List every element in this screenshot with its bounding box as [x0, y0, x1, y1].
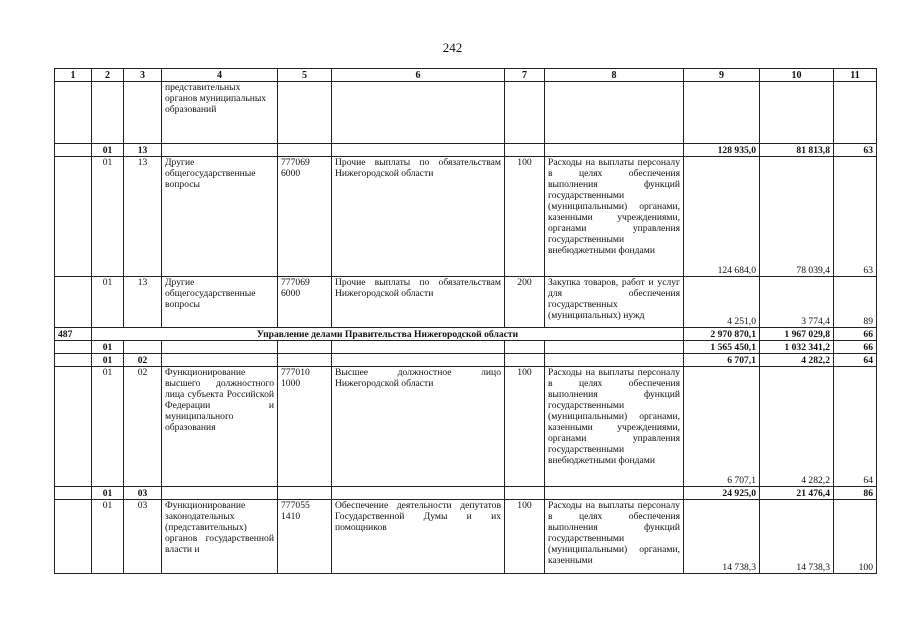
cell-plan: 24 925,0 — [684, 487, 760, 500]
cell-org-code — [55, 82, 92, 144]
cell-subsection: 13 — [124, 157, 162, 277]
cell-subsection: 03 — [124, 487, 162, 500]
cell-target-name: Прочие выплаты по обязательствам Нижегородской области — [332, 157, 505, 277]
cell-org-code — [55, 277, 92, 328]
cell-section: 01 — [92, 341, 124, 354]
cell-percent: 100 — [834, 500, 877, 574]
cell-subsection — [124, 82, 162, 144]
cell-percent: 63 — [834, 157, 877, 277]
cell-expense-name — [545, 487, 684, 500]
cell-section: 01 — [92, 157, 124, 277]
cell-actual: 81 813,8 — [760, 144, 834, 157]
cell-target-name — [332, 144, 505, 157]
cell-subsection-name: Другие общегосударственные вопросы — [162, 157, 278, 277]
cell-expense-type — [505, 144, 545, 157]
cell-org-code — [55, 367, 92, 487]
cell-target-code — [278, 354, 332, 367]
cell-actual: 1 032 341,2 — [760, 341, 834, 354]
cell-target-name — [332, 341, 505, 354]
cell-org-code: 487 — [55, 328, 92, 341]
subtotal-row — [55, 487, 877, 500]
cell-subsection-name: Функционирование законодательных (представительных) органов государственной власти и — [162, 500, 278, 574]
cell-target-code — [278, 82, 332, 144]
cell-target-code: 777069 6000 — [278, 157, 332, 277]
cell-expense-type: 100 — [505, 367, 545, 487]
cell-org-code — [55, 157, 92, 277]
cell-actual: 3 774,4 — [760, 277, 834, 328]
cell-target-name: Высшее должностное лицо Нижегородской области — [332, 367, 505, 487]
cell-org-code — [55, 354, 92, 367]
table-row — [55, 157, 877, 277]
cell-org-code — [55, 487, 92, 500]
cell-subsection-name — [162, 487, 278, 500]
column-header: 7 — [505, 69, 545, 82]
cell-target-name: Обеспечение деятельности депутатов Государственной Думы и их помощников — [332, 500, 505, 574]
page-number: 242 — [442, 40, 463, 55]
cell-actual: 14 738,3 — [760, 500, 834, 574]
cell-expense-type — [505, 82, 545, 144]
cell-expense-name: Расходы на выплаты персоналу в целях обеспечения выполнения функций государственными (муниципальными) органами, казенными — [545, 500, 684, 574]
table-row — [55, 367, 877, 487]
cell-expense-type: 100 — [505, 500, 545, 574]
cell-actual — [760, 82, 834, 144]
cell-plan: 1 565 450,1 — [684, 341, 760, 354]
cell-org-code — [55, 341, 92, 354]
cell-percent: 63 — [834, 144, 877, 157]
cell-subsection-name — [162, 144, 278, 157]
cell-target-name — [332, 354, 505, 367]
cell-section: 01 — [92, 500, 124, 574]
column-header: 5 — [278, 69, 332, 82]
subtotal-row — [55, 144, 877, 157]
cell-subsection: 03 — [124, 500, 162, 574]
cell-percent: 89 — [834, 277, 877, 328]
cell-expense-type — [505, 354, 545, 367]
cell-actual: 78 039,4 — [760, 157, 834, 277]
table-row — [55, 500, 877, 574]
cell-percent: 64 — [834, 367, 877, 487]
column-header: 3 — [124, 69, 162, 82]
subtotal-row — [55, 341, 877, 354]
cell-section: 01 — [92, 487, 124, 500]
cell-plan: 6 707,1 — [684, 354, 760, 367]
cell-target-code: 777069 6000 — [278, 277, 332, 328]
cell-actual: 1 967 029,8 — [760, 328, 834, 341]
cell-target-code — [278, 341, 332, 354]
table-row — [55, 82, 877, 144]
cell-subsection: 02 — [124, 354, 162, 367]
cell-plan: 6 707,1 — [684, 367, 760, 487]
cell-expense-name: Расходы на выплаты персоналу в целях обеспечения выполнения функций государственными (муниципальными) органами, казенными учреждениями, органами управления государственными внебюджетными фондами — [545, 367, 684, 487]
cell-percent: 66 — [834, 328, 877, 341]
cell-plan: 14 738,3 — [684, 500, 760, 574]
cell-expense-name — [545, 144, 684, 157]
cell-target-code: 777010 1000 — [278, 367, 332, 487]
cell-org-code — [55, 144, 92, 157]
column-header: 11 — [834, 69, 877, 82]
cell-target-code: 777055 1410 — [278, 500, 332, 574]
cell-expense-name — [545, 82, 684, 144]
cell-section: 01 — [92, 277, 124, 328]
cell-target-name — [332, 487, 505, 500]
cell-expense-name: Закупка товаров, работ и услуг для обеспечения государственных (муниципальных) нужд — [545, 277, 684, 328]
cell-actual: 4 282,2 — [760, 354, 834, 367]
cell-percent — [834, 82, 877, 144]
cell-target-name — [332, 82, 505, 144]
cell-plan — [684, 82, 760, 144]
cell-expense-name: Расходы на выплаты персоналу в целях обеспечения выполнения функций государственными (муниципальными) органами, казенными учреждениями, органами управления государственными внебюджетными фондами — [545, 157, 684, 277]
cell-section: 01 — [92, 367, 124, 487]
column-header: 1 — [55, 69, 92, 82]
cell-expense-type: 100 — [505, 157, 545, 277]
budget-table — [54, 68, 877, 574]
cell-percent: 64 — [834, 354, 877, 367]
cell-section — [92, 82, 124, 144]
cell-expense-type — [505, 341, 545, 354]
cell-subsection-name — [162, 341, 278, 354]
cell-subsection-name: представительных органов муниципальных образований — [162, 82, 278, 144]
cell-subsection-name — [162, 354, 278, 367]
cell-section: 01 — [92, 354, 124, 367]
cell-subsection: 13 — [124, 144, 162, 157]
cell-expense-name — [545, 354, 684, 367]
column-header: 10 — [760, 69, 834, 82]
organization-title: Управление делами Правительства Нижегородской области — [92, 328, 684, 341]
organization-row — [55, 328, 877, 341]
cell-actual: 21 476,4 — [760, 487, 834, 500]
column-header: 4 — [162, 69, 278, 82]
cell-actual: 4 282,2 — [760, 367, 834, 487]
cell-expense-name — [545, 341, 684, 354]
column-header: 2 — [92, 69, 124, 82]
cell-subsection: 02 — [124, 367, 162, 487]
cell-subsection: 13 — [124, 277, 162, 328]
cell-section: 01 — [92, 144, 124, 157]
cell-subsection — [124, 341, 162, 354]
cell-subsection-name: Другие общегосударственные вопросы — [162, 277, 278, 328]
cell-plan: 124 684,0 — [684, 157, 760, 277]
cell-subsection-name: Функционирование высшего должностного лица субъекта Российской Федерации и муниципального образования — [162, 367, 278, 487]
cell-target-code — [278, 487, 332, 500]
cell-target-code — [278, 144, 332, 157]
column-header: 6 — [332, 69, 505, 82]
cell-percent: 66 — [834, 341, 877, 354]
column-header: 8 — [545, 69, 684, 82]
cell-plan: 4 251,0 — [684, 277, 760, 328]
cell-plan: 128 935,0 — [684, 144, 760, 157]
cell-target-name: Прочие выплаты по обязательствам Нижегородской области — [332, 277, 505, 328]
column-header-row — [55, 69, 877, 82]
table-row — [55, 277, 877, 328]
cell-percent: 86 — [834, 487, 877, 500]
cell-plan: 2 970 870,1 — [684, 328, 760, 341]
subtotal-row — [55, 354, 877, 367]
cell-expense-type: 200 — [505, 277, 545, 328]
cell-expense-type — [505, 487, 545, 500]
column-header: 9 — [684, 69, 760, 82]
cell-org-code — [55, 500, 92, 574]
